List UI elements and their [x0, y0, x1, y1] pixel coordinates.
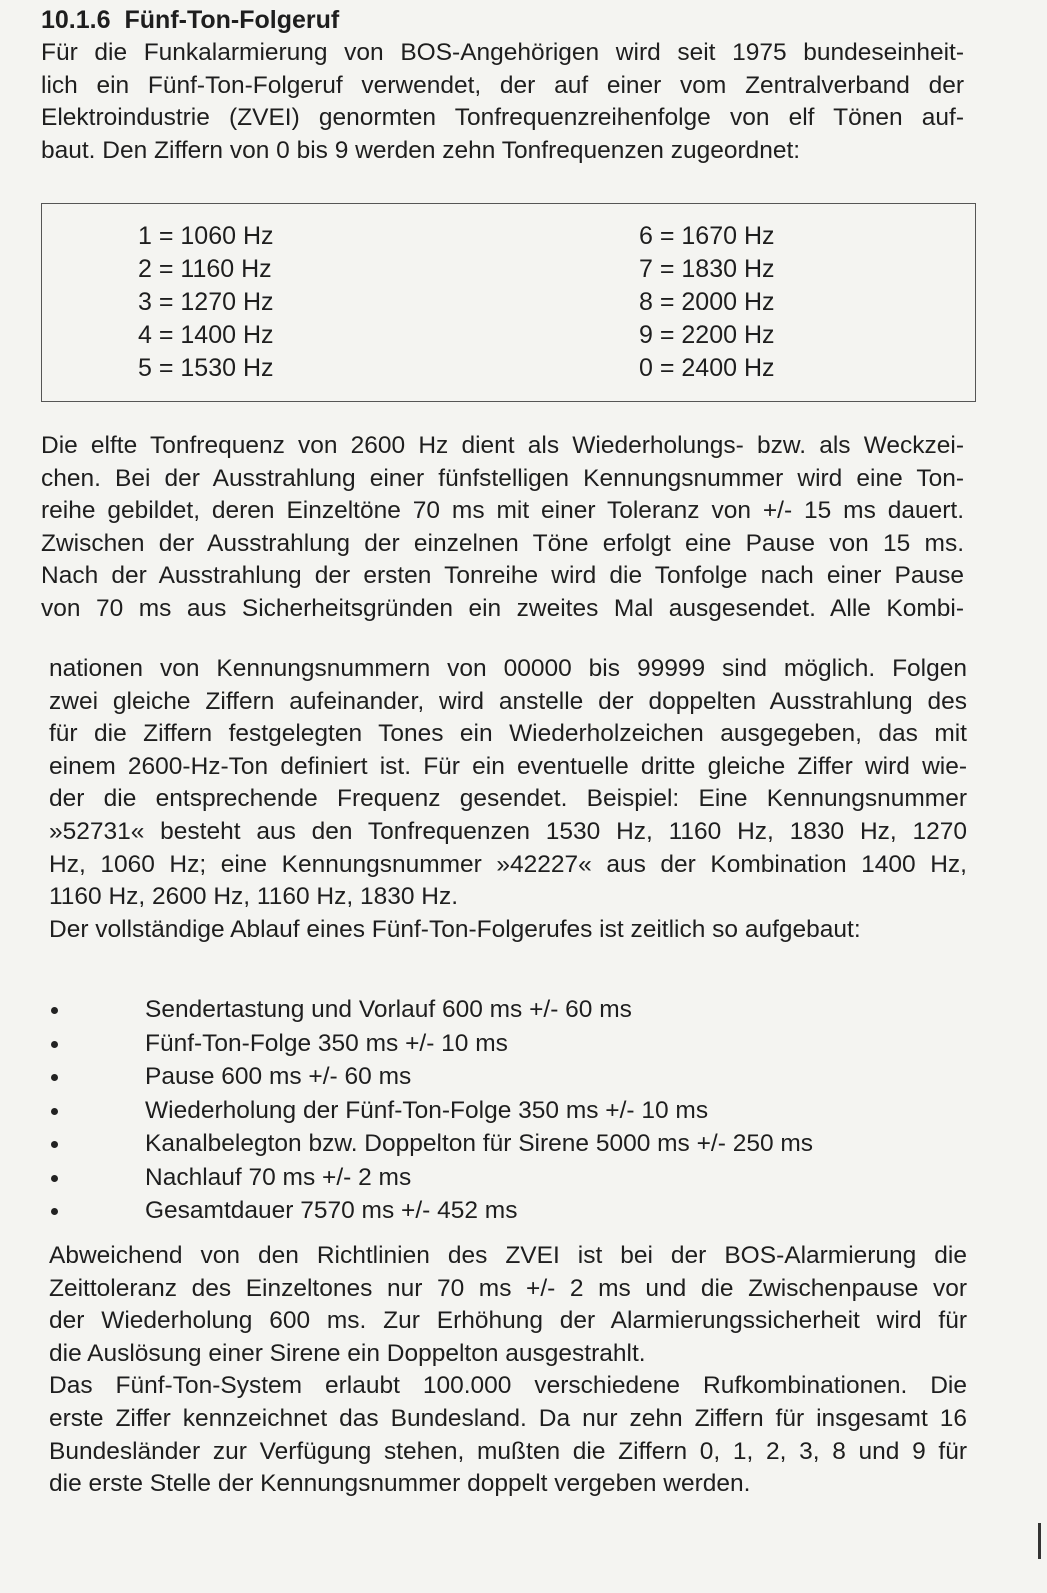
frequency-entry: 1 = 1060 Hz [138, 222, 274, 250]
text-line: reihe gebildet, deren Einzeltöne 70 ms mit einer Toleranz von +/- 15 ms dauert. [41, 497, 964, 525]
frequency-entry: 2 = 1160 Hz [138, 255, 272, 283]
bullet-icon [51, 1074, 58, 1081]
text-line: baut. Den Ziffern von 0 bis 9 werden zehn Tonfrequenzen zugeordnet: [41, 136, 801, 164]
list-item [49, 993, 813, 1027]
bullet-icon [51, 1175, 58, 1182]
list-item-text: Kanalbelegton bzw. Doppelton für Sirene 5000 ms +/- 250 ms [145, 1130, 814, 1157]
frequency-entry: 0 = 2400 Hz [639, 354, 775, 382]
frequency-table [41, 203, 976, 402]
list-item [49, 1127, 813, 1161]
text-line: »52731« besteht aus den Tonfrequenzen 1530 Hz, 1160 Hz, 1830 Hz, 1270 [49, 817, 967, 845]
list-item-text: Fünf-Ton-Folge 350 ms +/- 10 ms [145, 1029, 508, 1057]
list-item-text: Wiederholung der Fünf-Ton-Folge 350 ms +/- 10 ms [145, 1096, 709, 1124]
bullet-icon [51, 1108, 58, 1115]
list-item [49, 1060, 813, 1094]
text-line: zwei gleiche Ziffern aufeinander, wird anstelle der doppelten Ausstrahlung des [49, 687, 967, 715]
list-item-text: Gesamtdauer 7570 ms +/- 452 ms [145, 1197, 518, 1224]
list-item [49, 1194, 813, 1228]
text-line: lich ein Fünf-Ton-Folgeruf verwendet, der auf einer vom Zentralverband der [41, 71, 964, 99]
text-line: nationen von Kennungsnummern von 00000 bis 99999 sind möglich. Folgen [49, 655, 967, 682]
frequency-entry: 9 = 2200 Hz [639, 321, 775, 349]
frequency-entry: 4 = 1400 Hz [138, 321, 274, 349]
text-line: Für die Funkalarmierung von BOS-Angehörigen wird seit 1975 bundeseinheit- [41, 39, 964, 66]
frequency-column-right [639, 220, 775, 385]
list-item [49, 1161, 813, 1195]
frequency-entry: 6 = 1670 Hz [639, 222, 775, 250]
text-line: für die Ziffern festgelegten Tones ein Wiederholzeichen ausgegeben, das mit [49, 720, 967, 748]
list-item [49, 1094, 813, 1128]
intro-paragraph [41, 37, 964, 167]
section-number: 10.1.6 [41, 6, 111, 34]
paragraph-kennungsnummern [49, 653, 967, 946]
frequency-entry: 7 = 1830 Hz [639, 255, 775, 283]
bullet-icon [51, 1141, 58, 1148]
bullet-icon [51, 1208, 58, 1215]
frequency-entry: 5 = 1530 Hz [138, 354, 274, 382]
text-line: 1160 Hz, 2600 Hz, 1160 Hz, 1830 Hz. [49, 883, 459, 911]
list-item-text: Sendertastung und Vorlauf 600 ms +/- 60 ms [145, 996, 632, 1023]
margin-mark [1038, 1523, 1041, 1559]
text-line: der die entsprechende Frequenz gesendet. Beispiel: Eine Kennungsnummer [49, 785, 967, 813]
frequency-entry: 8 = 2000 Hz [639, 288, 775, 316]
text-line: Bundesländer zur Verfügung stehen, mußten die Ziffern 0, 1, 2, 3, 8 und 9 für [49, 1437, 967, 1465]
bullet-icon [51, 1041, 58, 1048]
text-line: Das Fünf-Ton-System erlaubt 100.000 verschiedene Rufkombinationen. Die [49, 1372, 967, 1400]
text-line: Die elfte Tonfrequenz von 2600 Hz dient als Wiederholungs- bzw. als Weckzei- [41, 432, 964, 459]
frequency-entry: 3 = 1270 Hz [138, 288, 274, 316]
text-line: der Wiederholung 600 ms. Zur Erhöhung der Alarmierungssicherheit wird für [49, 1307, 967, 1335]
list-item-text: Pause 600 ms +/- 60 ms [145, 1063, 412, 1090]
text-line: Elektroindustrie (ZVEI) genormten Tonfrequenzreihenfolge von elf Tönen auf- [41, 104, 964, 132]
list-item-text: Nachlauf 70 ms +/- 2 ms [145, 1163, 412, 1191]
text-line: erste Ziffer kennzeichnet das Bundesland. Da nur zehn Ziffern für insgesamt 16 [49, 1404, 967, 1432]
frequency-column-left [138, 220, 274, 385]
text-line: Zeittoleranz des Einzeltones nur 70 ms +/- 2 ms und die Zwischenpause vor [49, 1274, 967, 1302]
text-line: Hz, 1060 Hz; eine Kennungsnummer »42227« aus der Kombination 1400 Hz, [49, 850, 967, 878]
text-line: Der vollständige Ablauf eines Fünf-Ton-Folgerufes ist zeitlich so aufgebaut: [49, 915, 861, 943]
text-line: Abweichend von den Richtlinien des ZVEI ist bei der BOS-Alarmierung die [49, 1242, 967, 1269]
bullet-icon [51, 1007, 58, 1014]
list-item [49, 1027, 813, 1061]
sequence-list [49, 993, 813, 1228]
paragraph-bos-abweichung [49, 1240, 967, 1501]
text-line: Zwischen der Ausstrahlung der einzelnen Töne erfolgt eine Pause von 15 ms. [41, 529, 964, 557]
text-line: einem 2600-Hz-Ton definiert ist. Für ein eventuelle dritte gleiche Ziffer wird wie- [49, 752, 967, 780]
text-line: Nach der Ausstrahlung der ersten Tonreihe wird die Tonfolge nach einer Pause [41, 562, 964, 590]
text-line: von 70 ms aus Sicherheitsgründen ein zweites Mal ausgesendet. Alle Kombi- [41, 594, 964, 622]
text-line: chen. Bei der Ausstrahlung einer fünfstelligen Kennungsnummer wird eine Ton- [41, 464, 964, 492]
section-title: Fünf-Ton-Folgeruf [124, 6, 340, 34]
section-heading [41, 4, 339, 36]
text-line: die Auslösung einer Sirene ein Doppelton ausgestrahlt. [49, 1339, 646, 1367]
text-line: die erste Stelle der Kennungsnummer doppelt vergeben werden. [49, 1470, 751, 1498]
paragraph-weckzeichen [41, 430, 964, 626]
